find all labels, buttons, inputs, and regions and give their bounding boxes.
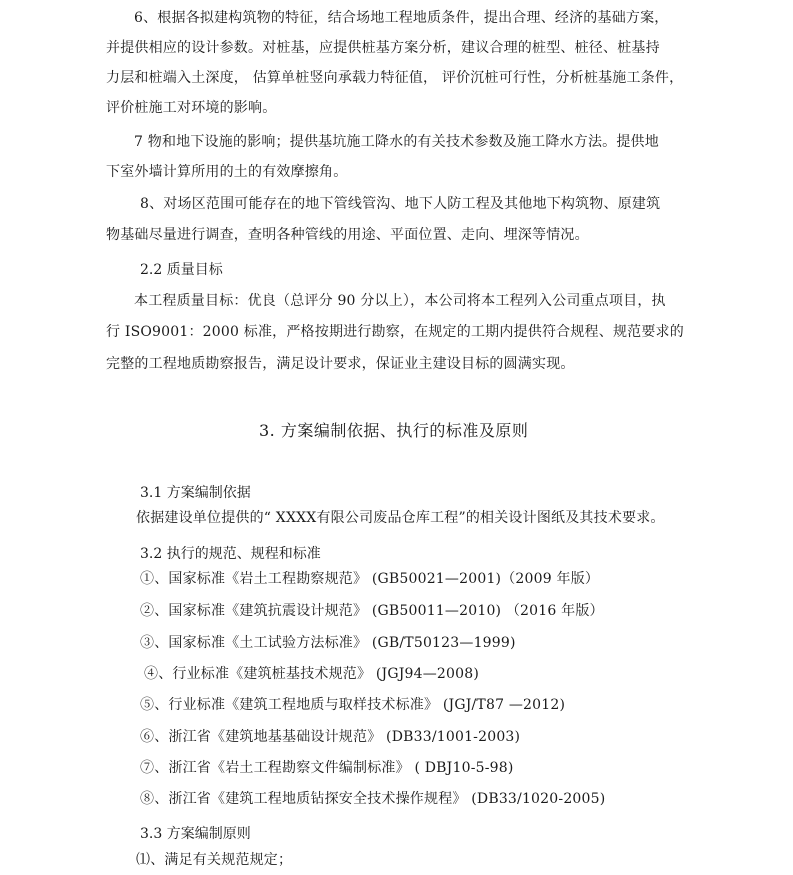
- section-3-1-heading: 3.1 方案编制依据: [140, 485, 251, 501]
- principle-item-1: ⑴、满足有关规范规定；: [136, 852, 293, 868]
- paragraph-7-line-1: 7 物和地下设施的影响；提供基坑施工降水的有关技术参数及施工降水方法。提供地: [134, 134, 659, 150]
- paragraph-6-line-4: 评价桩施工对环境的影响。: [106, 100, 277, 116]
- section-3-2-heading: 3.2 执行的规范、规程和标准: [140, 546, 321, 562]
- paragraph-7-line-2: 下室外墙计算所用的土的有效摩擦角。: [106, 164, 348, 180]
- section-2-2-heading: 2.2 质量目标: [140, 262, 223, 278]
- section-2-2-line-3: 完整的工程地质勘察报告，满足设计要求，保证业主建设目标的圆满实现。: [106, 356, 575, 372]
- paragraph-6-line-3: 力层和桩端入土深度， 估算单桩竖向承载力特征值， 评价沉桩可行性，分析桩基施工条件，: [106, 70, 684, 86]
- section-3-heading: 3. 方案编制依据、执行的标准及原则: [259, 421, 529, 440]
- standard-item-8: ⑧、浙江省《建筑工程地质钻探安全技术操作规程》 (DB33/1020-2005): [140, 791, 606, 807]
- standard-item-3: ③、国家标准《土工试验方法标准》 (GB/T50123—1999): [140, 635, 516, 651]
- paragraph-8-line-2: 物基础尽量进行调查，查明各种管线的用途、平面位置、走向、埋深等情况。: [106, 227, 589, 243]
- section-2-2-line-2: 行 ISO9001：2000 标准，严格按期进行勘察，在规定的工期内提供符合规程、规范要求的: [106, 324, 684, 340]
- section-2-2-line-1: 本工程质量目标：优良（总评分 90 分以上），本公司将本工程列入公司重点项目，执: [134, 293, 666, 309]
- standard-item-4: ④、行业标准《建筑桩基技术规范》 (JGJ94—2008): [144, 666, 480, 682]
- paragraph-8-line-1: 8、对场区范围可能存在的地下管线管沟、地下人防工程及其他地下构筑物、原建筑: [140, 196, 661, 212]
- standard-item-1: ①、国家标准《岩土工程勘察规范》 (GB50021—2001)（2009 年版）: [140, 571, 600, 587]
- standard-item-2: ②、国家标准《建筑抗震设计规范》 (GB50011—2010) （2016 年版）: [140, 603, 604, 619]
- section-3-1-line: 依据建设单位提供的“ XXXX有限公司废品仓库工程”的相关设计图纸及其技术要求。: [136, 510, 665, 526]
- paragraph-6-line-2: 并提供相应的设计参数。对桩基，应提供桩基方案分析，建议合理的桩型、桩径、桩基持: [106, 40, 660, 56]
- paragraph-6-line-1: 6、根据各拟建构筑物的特征，结合场地工程地质条件，提出合理、经济的基础方案，: [134, 10, 669, 26]
- standard-item-6: ⑥、浙江省《建筑地基基础设计规范》 (DB33/1001-2003): [140, 729, 521, 745]
- standard-item-7: ⑦、浙江省《岩土工程勘察文件编制标准》 ( DBJ10-5-98): [140, 760, 514, 776]
- section-3-3-heading: 3.3 方案编制原则: [140, 826, 251, 842]
- standard-item-5: ⑤、行业标准《建筑工程地质与取样技术标准》 (JGJ/T87 —2012): [140, 697, 566, 713]
